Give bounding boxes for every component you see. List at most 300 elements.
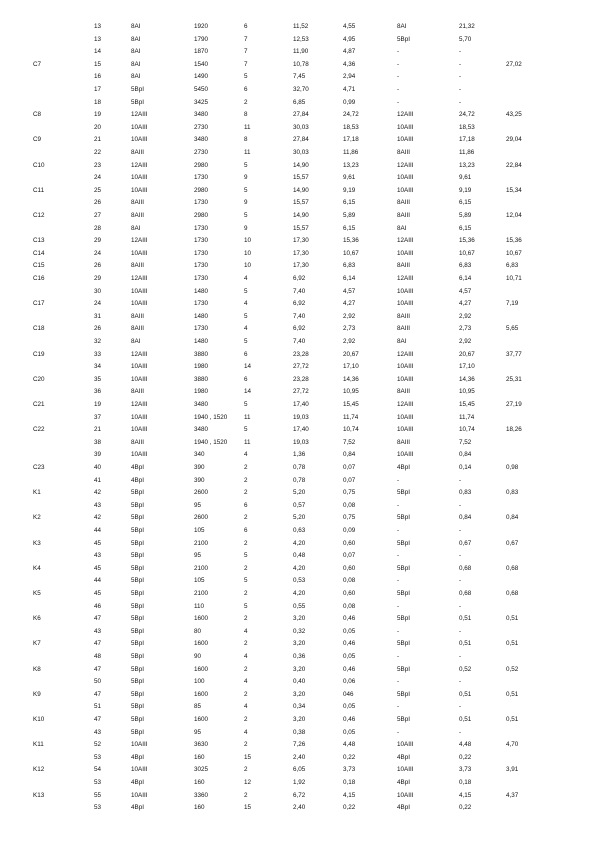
total-length: 12,53: [293, 35, 309, 43]
bar-class: 10AIII: [131, 741, 148, 749]
grade-mass: 0,68: [459, 564, 472, 572]
grade-mass: 0,18: [459, 779, 472, 786]
bar-class: 10AIII: [131, 375, 148, 383]
table-row: [0, 210, 595, 221]
table-row: [0, 701, 595, 712]
total-mass: 18,53: [343, 123, 359, 131]
position-number: 54: [94, 766, 102, 774]
grade-mass: 20,67: [459, 350, 475, 358]
total-mass: 0,46: [343, 665, 356, 673]
position-number: 51: [94, 703, 102, 711]
table-row: [0, 626, 595, 637]
position-number: 47: [94, 665, 102, 673]
bar-length: 1790: [194, 35, 209, 43]
grade-mass: 0,51: [459, 615, 472, 623]
grade-class: 10AIII: [397, 249, 414, 257]
element-mark: K2: [33, 514, 41, 522]
table-row: [0, 260, 595, 271]
position-number: 31: [94, 312, 102, 320]
total-length: 6,85: [293, 98, 306, 106]
grade-class: 5BpI: [397, 615, 410, 623]
bar-count: 5: [244, 577, 248, 585]
grade-mass: 0,14: [459, 464, 472, 471]
grade-class: -: [397, 627, 400, 635]
bar-class: 8AI: [131, 73, 141, 81]
total-length: 17,40: [293, 426, 309, 434]
bar-count: 9: [244, 224, 248, 232]
total-length: 7,40: [293, 338, 306, 345]
bar-length: 3480: [194, 426, 209, 434]
table-row: [0, 449, 595, 460]
bar-count: 2: [244, 741, 248, 749]
bar-count: 2: [244, 590, 248, 597]
total-length: 11,52: [293, 23, 309, 30]
grade-class: -: [397, 703, 400, 711]
total-mass: 046: [343, 690, 354, 698]
element-mark: K6: [33, 615, 41, 623]
bar-class: 8AI: [131, 338, 141, 345]
bar-count: 12: [244, 779, 252, 786]
position-number: 47: [94, 615, 102, 623]
bar-count: 2: [244, 464, 248, 471]
grade-mass: 0,52: [459, 665, 472, 673]
bar-count: 5: [244, 602, 248, 610]
bar-count: 5: [244, 426, 248, 434]
total-length: 17,30: [293, 262, 309, 270]
bar-length: 1730: [194, 224, 209, 232]
bar-class: 4BpI: [131, 779, 144, 786]
bar-length: 80: [194, 627, 202, 635]
position-number: 29: [94, 275, 102, 282]
element-mark: C17: [33, 300, 45, 308]
element-mark: C10: [33, 161, 45, 169]
total-length: 15,57: [293, 174, 309, 182]
total-length: 14,90: [293, 161, 309, 169]
total-length: 27,72: [293, 363, 309, 371]
total-mass: 0,05: [343, 653, 356, 660]
grade-mass: 4,57: [459, 287, 472, 295]
element-total: 0,52: [506, 665, 519, 673]
bar-count: 9: [244, 174, 248, 182]
bar-class: 5BpI: [131, 703, 144, 711]
element-mark: K1: [33, 489, 41, 497]
total-length: 0,53: [293, 577, 306, 585]
bar-length: 160: [194, 779, 205, 786]
grade-class: 8AIII: [397, 325, 410, 333]
grade-class: 8AIII: [397, 212, 410, 219]
grade-class: 10AIII: [397, 136, 414, 144]
position-number: 45: [94, 564, 102, 572]
total-length: 0,40: [293, 678, 306, 686]
bar-count: 4: [244, 653, 248, 660]
table-row: [0, 437, 595, 448]
table-row: [0, 286, 595, 297]
total-length: 1,92: [293, 779, 306, 786]
total-mass: 0,07: [343, 464, 356, 471]
total-length: 7,40: [293, 312, 306, 320]
grade-class: 10AIII: [397, 174, 414, 182]
grade-mass: 5,89: [459, 212, 472, 219]
total-length: 23,28: [293, 375, 309, 383]
bar-class: 12AIII: [131, 350, 148, 358]
bar-count: 5: [244, 73, 248, 81]
bar-count: 8: [244, 136, 248, 144]
total-mass: 6,14: [343, 275, 356, 282]
total-mass: 2,92: [343, 312, 356, 320]
element-total: 6,83: [506, 262, 519, 270]
element-total: 15,34: [506, 186, 522, 194]
bar-class: 12AIII: [131, 161, 148, 169]
table-row: [0, 235, 595, 246]
bar-class: 8AIII: [131, 325, 144, 333]
bar-class: 8AIII: [131, 199, 144, 207]
element-total: 27,02: [506, 60, 522, 68]
bar-class: 8AIII: [131, 312, 144, 320]
total-length: 30,03: [293, 123, 309, 131]
bar-length: 85: [194, 703, 202, 711]
grade-class: 5BpI: [397, 640, 410, 648]
bar-class: 10AIII: [131, 451, 148, 459]
grade-mass: 7,52: [459, 438, 472, 446]
table-row: [0, 21, 595, 32]
grade-class: -: [397, 728, 400, 736]
element-mark: C13: [33, 237, 45, 245]
bar-class: 10AIII: [131, 766, 148, 774]
grade-class: 8AIII: [397, 388, 410, 396]
grade-class: 8AIII: [397, 262, 410, 270]
table-row: [0, 689, 595, 700]
bar-count: 5: [244, 312, 248, 320]
bar-class: 10AIII: [131, 791, 148, 799]
bar-class: 10AIII: [131, 363, 148, 371]
bar-class: 10AIII: [131, 136, 148, 144]
table-row: [0, 386, 595, 397]
bar-class: 5BpI: [131, 615, 144, 623]
bar-class: 8AI: [131, 35, 141, 43]
bar-class: 5BpI: [131, 590, 144, 597]
grade-mass: 10,74: [459, 426, 475, 434]
element-mark: K5: [33, 590, 41, 597]
grade-class: -: [397, 678, 400, 686]
bar-class: 10AIII: [131, 174, 148, 182]
bar-length: 1940 , 1520: [194, 438, 228, 446]
element-mark: C7: [33, 60, 42, 68]
bar-count: 6: [244, 23, 248, 30]
element-mark: K12: [33, 766, 45, 774]
bar-count: 5: [244, 161, 248, 169]
grade-mass: 13,23: [459, 161, 475, 169]
position-number: 42: [94, 489, 102, 497]
table-row: [0, 223, 595, 234]
element-total: 18,26: [506, 426, 522, 434]
table-row: [0, 714, 595, 725]
bar-length: 110: [194, 602, 205, 610]
bar-class: 8AIII: [131, 438, 144, 446]
grade-class: 8AIII: [397, 438, 410, 446]
bar-count: 11: [244, 149, 251, 156]
bar-count: 2: [244, 539, 248, 547]
grade-mass: 11,74: [459, 413, 475, 421]
bar-class: 12AIII: [131, 275, 148, 282]
grade-mass: -: [459, 48, 462, 56]
grade-class: 10AIII: [397, 791, 414, 799]
table-row: [0, 412, 595, 423]
grade-class: 10AIII: [397, 741, 414, 749]
bar-length: 160: [194, 804, 205, 812]
bar-count: 2: [244, 514, 248, 522]
element-mark: K3: [33, 539, 41, 547]
total-mass: 17,18: [343, 136, 359, 144]
position-number: 53: [94, 779, 102, 786]
grade-mass: -: [459, 627, 462, 635]
total-mass: 0,05: [343, 703, 356, 711]
bar-length: 390: [194, 476, 205, 484]
bar-length: 1940 , 1520: [194, 413, 228, 421]
position-number: 35: [94, 375, 102, 383]
position-number: 30: [94, 287, 102, 295]
bar-count: 15: [244, 753, 252, 761]
total-length: 4,20: [293, 590, 306, 597]
bar-length: 100: [194, 678, 205, 686]
element-mark: C19: [33, 350, 45, 358]
position-number: 46: [94, 602, 102, 610]
element-total: 0,51: [506, 716, 519, 723]
table-row: [0, 613, 595, 624]
bar-class: 5BpI: [131, 501, 144, 509]
table-row: [0, 374, 595, 385]
total-mass: 0,60: [343, 539, 356, 547]
grade-class: 12AIII: [397, 401, 414, 408]
grade-mass: -: [459, 653, 462, 660]
bar-class: 5BpI: [131, 602, 144, 610]
bar-length: 1600: [194, 690, 209, 698]
grade-class: 10AIII: [397, 123, 414, 131]
total-length: 0,55: [293, 602, 306, 610]
total-mass: 11,74: [343, 413, 359, 421]
grade-mass: 0,22: [459, 753, 472, 761]
grade-mass: 0,67: [459, 539, 472, 547]
total-mass: 3,73: [343, 766, 356, 774]
grade-class: 5BpI: [397, 539, 410, 547]
total-mass: 6,15: [343, 224, 356, 232]
grade-mass: 0,22: [459, 804, 472, 812]
table-row: [0, 59, 595, 70]
bar-length: 3630: [194, 741, 209, 749]
table-row: [0, 664, 595, 675]
bar-class: 5BpI: [131, 527, 144, 534]
bar-count: 2: [244, 489, 248, 497]
total-mass: 10,74: [343, 426, 359, 434]
element-total: 0,84: [506, 514, 519, 522]
total-mass: 4,71: [343, 86, 356, 93]
total-mass: 11,86: [343, 149, 359, 156]
bar-length: 2980: [194, 161, 209, 169]
bar-class: 5BpI: [131, 489, 144, 497]
total-mass: 4,87: [343, 48, 356, 56]
total-mass: 0,60: [343, 590, 356, 597]
bar-length: 1600: [194, 615, 209, 623]
total-mass: 0,05: [343, 728, 356, 736]
position-number: 23: [94, 161, 102, 169]
bar-length: 1490: [194, 73, 209, 81]
bar-count: 6: [244, 501, 248, 509]
grade-mass: -: [459, 86, 462, 93]
element-mark: K10: [33, 716, 45, 723]
position-number: 13: [94, 23, 102, 30]
total-length: 4,20: [293, 539, 306, 547]
grade-mass: 2,92: [459, 312, 472, 320]
grade-mass: 2,73: [459, 325, 472, 333]
element-total: 43,25: [506, 111, 522, 119]
grade-class: 10AIII: [397, 186, 414, 194]
grade-class: 4BpI: [397, 779, 410, 786]
grade-class: -: [397, 476, 400, 484]
total-mass: 0,75: [343, 489, 356, 497]
grade-class: 5BpI: [397, 35, 410, 43]
table-row: [0, 525, 595, 536]
total-mass: 0,08: [343, 501, 356, 509]
total-mass: 9,19: [343, 186, 356, 194]
grade-mass: 0,83: [459, 489, 472, 497]
table-row: [0, 777, 595, 788]
bar-count: 8: [244, 111, 248, 119]
position-number: 24: [94, 249, 102, 257]
bar-length: 1540: [194, 60, 209, 68]
bar-count: 5: [244, 212, 248, 219]
total-length: 0,32: [293, 627, 306, 635]
bar-class: 8AIII: [131, 262, 144, 270]
grade-class: -: [397, 73, 400, 81]
position-number: 25: [94, 186, 102, 194]
grade-class: 8AIII: [397, 199, 410, 207]
bar-class: 8AI: [131, 48, 141, 56]
total-length: 0,78: [293, 476, 306, 484]
total-length: 3,20: [293, 640, 306, 648]
position-number: 45: [94, 590, 102, 597]
grade-mass: -: [459, 703, 462, 711]
total-mass: 17,10: [343, 363, 359, 371]
table-row: [0, 134, 595, 145]
table-row: [0, 638, 595, 649]
bar-class: 12AIII: [131, 111, 148, 119]
bar-count: 2: [244, 665, 248, 673]
grade-mass: 0,51: [459, 640, 472, 648]
bar-length: 2730: [194, 123, 209, 131]
position-number: 40: [94, 464, 102, 471]
grade-class: 8AIII: [397, 149, 410, 156]
table-row: [0, 676, 595, 687]
grade-class: -: [397, 98, 400, 106]
bar-class: 8AIII: [131, 212, 144, 219]
grade-mass: 14,36: [459, 375, 475, 383]
position-number: 26: [94, 325, 102, 333]
position-number: 13: [94, 35, 102, 43]
total-length: 27,84: [293, 111, 309, 119]
total-length: 27,84: [293, 136, 309, 144]
bar-length: 1480: [194, 287, 209, 295]
total-length: 32,70: [293, 86, 309, 93]
grade-mass: 0,51: [459, 690, 472, 698]
grade-mass: 6,83: [459, 262, 472, 270]
position-number: 34: [94, 363, 102, 371]
position-number: 24: [94, 300, 102, 308]
position-number: 43: [94, 627, 102, 635]
grade-mass: -: [459, 476, 462, 484]
grade-mass: -: [459, 678, 462, 686]
total-mass: 10,67: [343, 249, 359, 257]
grade-mass: 24,72: [459, 111, 475, 119]
bar-count: 5: [244, 338, 248, 345]
element-total: 29,04: [506, 136, 522, 144]
bar-count: 4: [244, 451, 248, 459]
total-mass: 4,57: [343, 287, 356, 295]
table-row: [0, 487, 595, 498]
grade-mass: -: [459, 577, 462, 585]
bar-class: 10AIII: [131, 123, 148, 131]
position-number: 22: [94, 149, 102, 156]
bar-count: 11: [244, 413, 251, 421]
bar-length: 105: [194, 577, 205, 585]
bar-class: 5BpI: [131, 577, 144, 585]
bar-class: 10AIII: [131, 300, 148, 308]
position-number: 44: [94, 577, 102, 585]
grade-mass: 6,15: [459, 224, 472, 232]
bar-length: 1730: [194, 237, 209, 245]
element-total: 0,68: [506, 590, 519, 597]
position-number: 32: [94, 338, 102, 345]
table-row: [0, 109, 595, 120]
bar-class: 5BpI: [131, 627, 144, 635]
position-number: 55: [94, 791, 102, 799]
bar-length: 1730: [194, 249, 209, 257]
total-mass: 10,95: [343, 388, 359, 396]
element-total: 7,19: [506, 300, 519, 308]
bar-length: 2100: [194, 564, 209, 572]
grade-class: 12AIII: [397, 111, 414, 119]
grade-class: 12AIII: [397, 275, 414, 282]
table-row: [0, 739, 595, 750]
grade-class: -: [397, 653, 400, 660]
bar-class: 5BpI: [131, 690, 144, 698]
table-row: [0, 311, 595, 322]
total-length: 0,34: [293, 703, 306, 711]
position-number: 44: [94, 527, 102, 534]
position-number: 19: [94, 401, 102, 408]
bar-length: 2100: [194, 590, 209, 597]
bar-count: 11: [244, 123, 251, 131]
bar-length: 2730: [194, 149, 209, 156]
grade-mass: 2,92: [459, 338, 472, 345]
total-length: 6,72: [293, 791, 306, 799]
bar-count: 2: [244, 690, 248, 698]
bar-class: 5BpI: [131, 728, 144, 736]
total-mass: 15,45: [343, 401, 359, 408]
bar-length: 95: [194, 728, 202, 736]
grade-mass: 0,68: [459, 590, 472, 597]
table-row: [0, 588, 595, 599]
bar-class: 10AIII: [131, 287, 148, 295]
bar-length: 95: [194, 552, 202, 560]
total-mass: 4,36: [343, 60, 356, 68]
table-row: [0, 248, 595, 259]
grade-mass: 10,67: [459, 249, 475, 257]
bar-count: 7: [244, 35, 248, 43]
bar-class: 8AI: [131, 224, 141, 232]
bar-count: 2: [244, 564, 248, 572]
total-length: 0,36: [293, 653, 306, 660]
bar-count: 2: [244, 716, 248, 723]
total-length: 3,20: [293, 615, 306, 623]
